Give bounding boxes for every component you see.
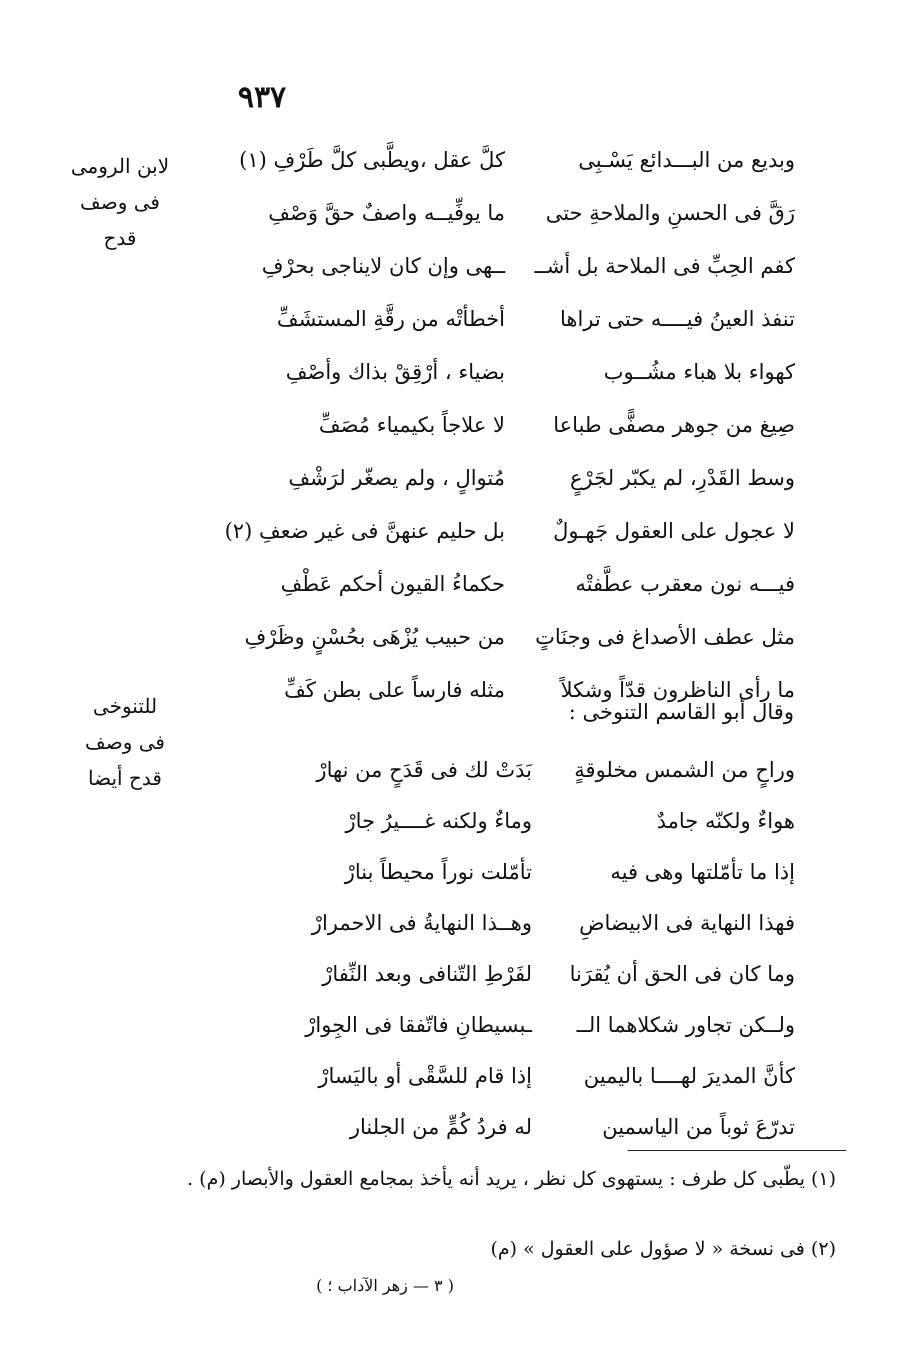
margin-note-line: فى وصف [80, 190, 160, 214]
footnote-2: (٢) فى نسخة « لا صؤول على العقول » (م) [490, 1238, 836, 1260]
verse-second-hemistich: وهــذا النهايةُ فى الاحمرارْ [311, 911, 532, 935]
margin-note-line: لابن الرومى [70, 154, 170, 178]
verse-line [0, 1013, 899, 1063]
verse-second-hemistich: أخطأتْه من رقَّةِ المستشَفِّ [276, 307, 505, 331]
verse-first-hemistich: إذا ما تأمّلتها وهى فيه [610, 860, 795, 884]
verse-line [0, 860, 899, 910]
verse-first-hemistich: تدرّعَ ثوباً من الياسمين [602, 1115, 795, 1139]
verse-first-hemistich: كأنَّ المديرَ لهــــا باليمين [583, 1064, 795, 1088]
verse-first-hemistich: رَقَّ فى الحسنِ والملاحةِ حتى [545, 201, 795, 225]
verse-second-hemistich: تأمّلت نوراً محيطاً بنارْ [344, 860, 532, 884]
verse-line [0, 1115, 899, 1165]
verse-second-hemistich: من حبيب يُزْهَى بحُسْنٍ وظَرْفِ [244, 625, 505, 649]
verse-line [0, 911, 899, 961]
verse-first-hemistich: هواءٌ ولكنّه جامدٌ [656, 809, 795, 833]
verse-second-hemistich: بَدَتْ لك فى قَدَحٍ من نهارْ [316, 758, 532, 782]
margin-note-line: للتنوخى [92, 694, 158, 718]
verse-second-hemistich: ما يوفِّيــه واصفٌ حقَّ وَصْفِ [268, 201, 505, 225]
verse-first-hemistich: مثل عطف الأصداغ فى وجنَاتٍ [535, 625, 795, 649]
verse-second-hemistich: كلَّ عقل ،ويطَّبى كلَّ طَرْفِ (١) [239, 148, 505, 172]
verse-line [0, 809, 899, 859]
verse-first-hemistich: لا عجول على العقول جَهـولٌ [553, 519, 795, 543]
verse-line [0, 962, 899, 1012]
verse-first-hemistich: وبديع من البـــدائع يَسْـبِى [578, 148, 795, 172]
verse-second-hemistich: لا علاجاً بكيمياء مُصَفِّ [318, 413, 505, 437]
verse-first-hemistich: وراحٍ من الشمس مخلوقةٍ [574, 758, 795, 782]
verse-first-hemistich: صِيغ من جوهر مصفًّى طباعا [553, 413, 795, 437]
verse-first-hemistich: ما رأى الناظرون قدّاً وشكلاً [560, 678, 795, 702]
printer-signature: ( ٣ — زهر الآداب ؛ ) [316, 1276, 454, 1295]
verse-second-hemistich: حكماءُ القيون أحكم عَطْفِ [280, 572, 505, 596]
verse-line [0, 1064, 899, 1114]
footnote-1: (١) يطّبى كل طرف : يستهوى كل نظر ، يريد أنه يأخذ بمجامع العقول والأبصار (م) . [187, 1168, 836, 1190]
verse-second-hemistich: مُتوالٍ ، ولم يصغّر لرَشْفِ [288, 466, 505, 490]
margin-note-line: قدح أيضا [88, 766, 162, 790]
verse-second-hemistich: إذا قام للسَّقْى أو باليَسارْ [318, 1064, 532, 1088]
verse-first-hemistich: وما كان فى الحق أن يُقرَنا [569, 962, 795, 986]
verse-first-hemistich: كهواء بلا هباء مشُــوب [603, 360, 795, 384]
verse-second-hemistich: بل حليم عنهنَّ فى غير ضعفِ (٢) [224, 519, 505, 543]
verse-second-hemistich: ــهى وإن كان لايناجى بحرْفِ [261, 254, 505, 278]
verse-second-hemistich: ـبسيطانِ فاتّفقا فى الجِوارْ [305, 1013, 532, 1037]
verse-second-hemistich: لفَرْطِ التّنافى وبعد النِّفارْ [322, 962, 532, 986]
verse-first-hemistich: ولــكن تجاور شكلاهما الــ [576, 1013, 795, 1037]
verse-second-hemistich: وماءٌ ولكنه غــــيرُ جارْ [345, 809, 532, 833]
verse-second-hemistich: له فردُ كُمٍّ من الجلنار [349, 1115, 532, 1139]
verse-first-hemistich: فيـــه نون معقرب عطَّفتْه [575, 572, 795, 596]
margin-note-line: فى وصف [85, 730, 165, 754]
margin-note-line: قدح [103, 226, 137, 250]
verse-first-hemistich: كفم الحِبِّ فى الملاحة بل أشــ [534, 254, 795, 278]
verse-first-hemistich: وسط القَدْرِ، لم يكبّر لجَرْعٍ [570, 466, 795, 490]
footnote-divider [628, 1150, 846, 1151]
verse-second-hemistich: مثله فارساً على بطن كَفِّ [284, 678, 505, 702]
verse-first-hemistich: تنفذ العينُ فيــــه حتى تراها [559, 307, 795, 331]
tanukhi-intro: وقال أبو القاسم التنوخى : [568, 700, 794, 724]
page-number: ٩٣٧ [237, 80, 287, 115]
verse-second-hemistich: بضياء ، أرْقِقْ بذاك وأصْفِ [285, 360, 505, 384]
verse-line [0, 758, 899, 808]
verse-first-hemistich: فهذا النهاية فى الابيضاضِ [579, 911, 795, 935]
